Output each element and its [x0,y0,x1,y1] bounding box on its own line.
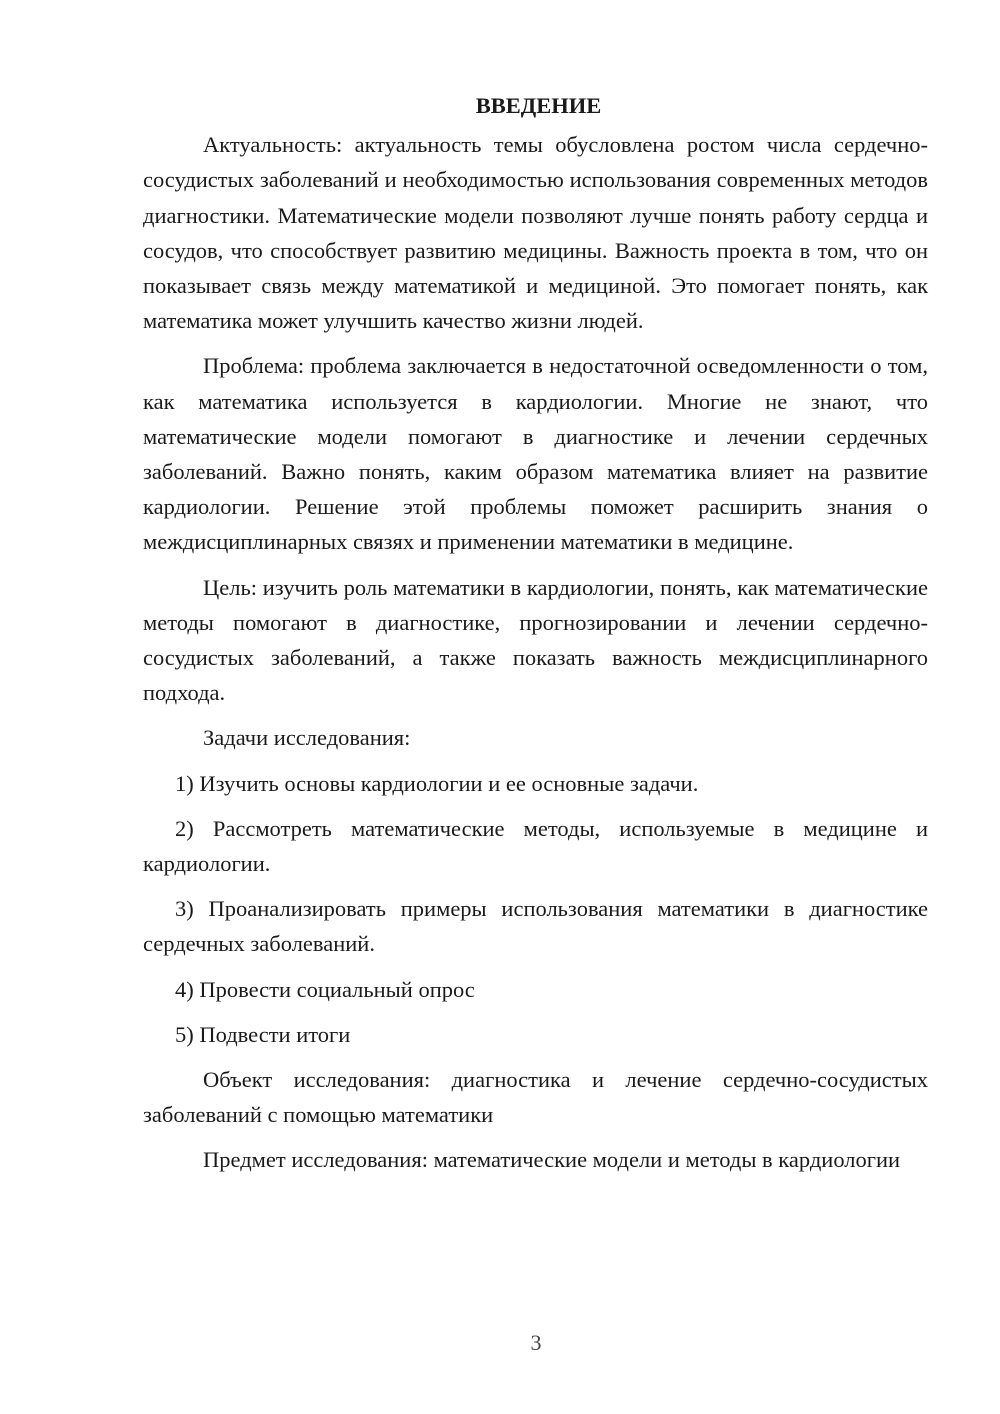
paragraph-goal: Цель: изучить роль математики в кардиологии, понять, как математические методы помогают в диагностике, прогнозировании и лечении сердечно-сосудистых заболеваний, а также показать важность междисциплинарного подхода. [143,574,928,706]
paragraph-relevance: Актуальность: актуальность темы обусловлена ростом числа сердечно-сосудистых заболеваний и необходимостью использования современных методов диагностики. Математические модели позволяют лучше понять работу сердца и сосудов, что способствует развитию медицины. Важность проекта в том, что он показывает связь между математикой и медициной. Это помогает понять, как математика может улучшить качество жизни людей. [143,132,928,334]
task-item-3: 3) Проанализировать примеры использования математики в диагностике сердечных заболеваний. [143,896,928,957]
task-item-1: 1) Изучить основы кардиологии и ее основные задачи. [175,770,699,796]
research-subject: Предмет исследования: математические модели и методы в кардиологии [203,1147,901,1173]
research-object: Объект исследования: диагностика и лечение сердечно-сосудистых заболеваний с помощью математики [143,1067,928,1128]
task-item-2: 2) Рассмотреть математические методы, используемые в медицине и кардиологии. [143,815,928,877]
task-item-5: 5) Подвести итоги [175,1021,351,1047]
page-title: ВВЕДЕНИЕ [475,93,602,118]
paragraph-problem: Проблема: проблема заключается в недостаточной осведомленности о том, как математика используется в кардиологии. Многие не знают, что математические модели помогают в диагностике и лечении сердечных заболеваний. Важно понять, каким образом математика влияет на развитие кардиологии. Решение этой проблемы поможет расширить знания о междисциплинарных связях и применении математики в медицине. [143,353,928,555]
task-item-4: 4) Провести социальный опрос [175,976,475,1002]
page-content [143,88,928,1188]
page-number: 3 [530,1330,542,1355]
tasks-heading: Задачи исследования: [203,725,411,751]
